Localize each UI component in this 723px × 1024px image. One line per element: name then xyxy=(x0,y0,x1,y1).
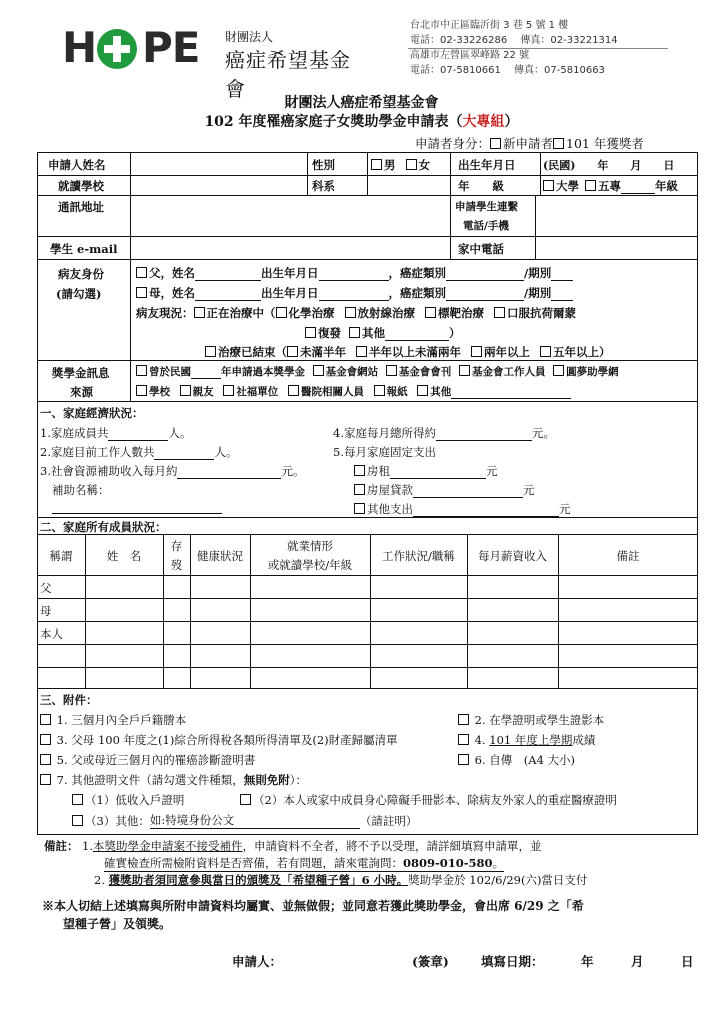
note-1-num: 1. xyxy=(82,839,93,853)
friends-checkbox[interactable] xyxy=(180,385,191,396)
attach-5 xyxy=(40,752,255,768)
logo xyxy=(62,23,362,101)
new-applicant-label: 新申請者 xyxy=(503,136,554,151)
col-employment-1: 就業情形 xyxy=(287,539,333,553)
info-row-1 xyxy=(136,364,619,379)
col-job: 工作狀況/職稱 xyxy=(382,549,455,563)
workers-label: 2.家庭目前工作人數共 xyxy=(40,445,155,459)
declaration-1: ※本人切結上述填寫與所附申請資料均屬實、並無做假；並同意若獲此獎助學金，會出席 6/29 之「希 xyxy=(42,899,584,913)
school-src-checkbox[interactable] xyxy=(136,385,147,396)
gt-two-label: 兩年以上 xyxy=(484,345,531,359)
note-1-cont: 確實檢查所需檢附資料是否齊備，若有問題，請來電詢問：0809-010-580。 xyxy=(104,856,505,870)
attach-2-label: 2. 在學證明或學生證影本 xyxy=(474,713,605,727)
dream-site-label: 圓夢助學網 xyxy=(566,366,619,378)
econ-line-1b xyxy=(333,425,555,441)
rent-unit: 元 xyxy=(486,464,498,478)
mother-birth-label: 出生年月日 xyxy=(261,286,319,300)
members-count-label: 1.家庭成員共 xyxy=(40,426,109,440)
attach-1-label: 1. 三個月內全戶戶籍謄本 xyxy=(56,713,187,727)
date-label: 填寫日期： xyxy=(481,954,544,969)
five-up-label: 五年以上） xyxy=(553,345,611,359)
row-father: 父 xyxy=(40,581,52,595)
workers-unit: 人。 xyxy=(214,445,238,459)
row-mother: 母 xyxy=(40,604,52,618)
attach-7 xyxy=(40,772,307,788)
social-label: 社福單位 xyxy=(236,386,279,398)
attach-7-1-checkbox[interactable] xyxy=(72,794,83,805)
target-checkbox[interactable] xyxy=(425,307,436,318)
oral-label: 口服抗荷爾蒙 xyxy=(507,306,577,320)
newspaper-checkbox[interactable] xyxy=(374,385,385,396)
taipei-phone: 電話：02-33226286 傳真：02-33221314 xyxy=(410,35,618,46)
patient-label-1: 病友身份 xyxy=(58,267,104,281)
radio-checkbox[interactable] xyxy=(345,307,356,318)
address-label: 通訊地址 xyxy=(58,200,104,214)
website-checkbox[interactable] xyxy=(313,365,324,376)
note-2 xyxy=(94,872,587,888)
title-prefix: 102 年度罹癌家庭子女獎助學金申請表（ xyxy=(204,114,463,130)
col-title: 稱謂 xyxy=(49,549,73,563)
logo-pe: PE xyxy=(142,23,200,72)
dept-label: 科系 xyxy=(312,179,335,193)
in-treatment-label: 正在治療中（ xyxy=(206,306,276,320)
other-exp-checkbox[interactable] xyxy=(354,503,365,514)
declaration-2: 望種子營」及領獎。 xyxy=(63,917,172,931)
relapse-row xyxy=(305,325,461,341)
taipei-address: 台北市中正區臨沂街 3 巷 5 號 1 樓 xyxy=(410,20,569,31)
finished-checkbox[interactable] xyxy=(205,346,216,357)
rent-label: 房租 xyxy=(367,464,390,478)
mortgage-label: 房屋貸款 xyxy=(367,483,413,497)
attach-4-term: 101 年度上學期 xyxy=(489,733,573,747)
hospital-label: 醫院相關人員 xyxy=(300,386,364,398)
father-stage-label: /期別 xyxy=(524,266,552,280)
row-self: 本人 xyxy=(40,627,63,641)
radio-label: 放射線治療 xyxy=(357,306,416,320)
newspaper-label: 報紙 xyxy=(386,386,408,398)
mother-checkbox[interactable] xyxy=(136,287,147,298)
gender-options xyxy=(371,157,430,173)
staff-label: 基金會工作人員 xyxy=(471,366,546,378)
oral-checkbox[interactable] xyxy=(494,307,505,318)
stamp-label: (簽章) xyxy=(412,954,449,969)
five-up-checkbox[interactable] xyxy=(540,346,551,357)
note-2-num: 2. xyxy=(94,873,105,887)
mortgage-checkbox[interactable] xyxy=(354,484,365,495)
grade-suffix: 年級 xyxy=(655,179,679,193)
other-status-checkbox[interactable] xyxy=(349,327,360,338)
father-checkbox[interactable] xyxy=(136,267,147,278)
col-salary: 每月薪資收入 xyxy=(478,549,547,563)
title-line2 xyxy=(0,111,723,131)
note-label: 備註： xyxy=(44,839,79,853)
attach-4 xyxy=(458,732,595,748)
note-1 xyxy=(82,838,541,854)
mother-row xyxy=(136,285,573,301)
social-checkbox[interactable] xyxy=(223,385,234,396)
attach-5-label: 5. 父或母近三個月內的罹癌診斷證明書 xyxy=(56,753,256,767)
contact-label-1: 申請學生連繫 xyxy=(455,201,518,213)
prev-winner-label: 101 年獲獎者 xyxy=(566,136,644,151)
mother-cancer-label: ，癌症類別 xyxy=(388,286,446,300)
attach-7-1-label: （1）低收入戶證明 xyxy=(85,793,185,807)
col-health: 健康狀況 xyxy=(197,549,243,563)
status-label: 申請者身分： xyxy=(415,136,491,151)
prev-applied-label: 曾於民國 xyxy=(149,366,191,378)
econ-line-2a xyxy=(40,444,237,460)
chemo-checkbox[interactable] xyxy=(276,307,287,318)
kaohsiung-address: 高雄市左營區翠峰路 22 號 xyxy=(410,50,530,61)
income-label: 4.家庭每月總所得約 xyxy=(333,426,436,440)
econ-line-2b: 5.每月家庭固定支出 xyxy=(333,445,436,459)
attach-3 xyxy=(40,732,398,748)
gt-two-checkbox[interactable] xyxy=(471,346,482,357)
friends-label: 親友 xyxy=(192,386,214,398)
half-two-checkbox[interactable] xyxy=(356,346,367,357)
father-row xyxy=(136,265,573,281)
attach-1 xyxy=(40,712,186,728)
subsidy-income-unit: 元。 xyxy=(281,464,305,478)
attach-7-optional: 無則免附 xyxy=(243,773,290,787)
col-living-1: 存 xyxy=(170,539,183,553)
father-cancer-label: ，癌症類別 xyxy=(388,266,446,280)
col-notes: 備註 xyxy=(616,549,640,563)
note-1-phone: 0809-010-580 xyxy=(403,856,493,870)
logo-org-name: 癌症希望基金會 xyxy=(225,48,351,101)
attach-4-label: 成績 xyxy=(572,733,596,747)
income-unit: 元。 xyxy=(531,426,555,440)
econ-header: 一、家庭經濟狀況： xyxy=(40,406,144,420)
univ-checkbox[interactable] xyxy=(543,180,554,191)
in-treatment-checkbox[interactable] xyxy=(194,307,205,318)
attach-3-checkbox[interactable] xyxy=(40,734,51,745)
journal-checkbox[interactable] xyxy=(386,365,397,376)
journal-label: 基金會會刊 xyxy=(398,366,452,378)
col-name: 姓 名 xyxy=(106,549,142,563)
col-living-2: 歿 xyxy=(170,558,183,572)
attach-3-label: 3. 父母 100 年度之(1)綜合所得稅各類所得清單及(2)財產歸屬清單 xyxy=(56,733,398,747)
attach-2 xyxy=(458,712,604,728)
date-format: 年 月 日 xyxy=(581,954,694,969)
note-2-text: 獎助學金於 102/6/29(六)當日支付 xyxy=(408,873,588,887)
dream-site-checkbox[interactable] xyxy=(553,365,564,376)
mortgage-unit: 元 xyxy=(523,483,535,497)
relapse-checkbox[interactable] xyxy=(305,327,316,338)
patient-label-2: (請勾選) xyxy=(56,287,102,301)
prev-winner-checkbox[interactable] xyxy=(553,138,564,149)
info-row-2 xyxy=(136,384,571,399)
hospital-checkbox[interactable] xyxy=(288,385,299,396)
dob-format: (民國) 年 月 日 xyxy=(543,159,675,172)
relapse-close: ） xyxy=(449,326,461,340)
info-label-1: 獎學金訊息 xyxy=(52,366,110,380)
kaohsiung-phone: 電話：07-5810661 傳真：07-5810663 xyxy=(410,65,605,76)
father-label: 父，姓名 xyxy=(149,266,195,280)
attach-7-2-checkbox[interactable] xyxy=(240,794,251,805)
attach-7-1 xyxy=(72,792,184,808)
subsidy-name: 補助名稱： xyxy=(52,483,110,497)
new-applicant-checkbox[interactable] xyxy=(490,138,501,149)
relapse-label: 復發 xyxy=(318,326,341,340)
econ-line-1a xyxy=(40,425,191,441)
male-checkbox[interactable] xyxy=(371,159,382,170)
attach-6-checkbox[interactable] xyxy=(458,754,469,765)
female-checkbox[interactable] xyxy=(406,159,417,170)
dob-label: 出生年月日 xyxy=(458,158,516,172)
univ-label: 大學 xyxy=(556,179,579,193)
attach-7-close: ）： xyxy=(289,773,308,787)
female-label: 女 xyxy=(418,158,431,172)
note-2-emph: 獲獎助者須同意參與當日的頒獎及「希望種子營」6 小時。 xyxy=(108,873,409,887)
col-employment-2: 或就讀學校/年級 xyxy=(267,558,353,572)
econ-line-3a xyxy=(40,463,304,479)
mother-label: 母，姓名 xyxy=(149,286,195,300)
attach-6-label: 6. 自傳 (A4 大小) xyxy=(474,753,576,767)
attach-4-checkbox[interactable] xyxy=(458,734,469,745)
attach-6 xyxy=(458,752,575,768)
title-suffix: ） xyxy=(504,114,519,130)
title-line1: 財團法人癌症希望基金會 xyxy=(284,95,439,111)
grade-label: 年 級 xyxy=(458,179,504,193)
other-status-label: 其他 xyxy=(362,326,386,340)
applicant-status xyxy=(415,134,644,152)
members-header: 二、家庭所有成員狀況： xyxy=(40,520,167,534)
website-label: 基金會網站 xyxy=(325,366,379,378)
lt-half-checkbox[interactable] xyxy=(287,346,298,357)
attach-7-3 xyxy=(72,812,417,829)
status-now-label: 病友現況： xyxy=(136,306,194,320)
attach-1-checkbox[interactable] xyxy=(40,714,51,725)
logo-cross-icon xyxy=(95,27,139,71)
attach-4-num: 4. xyxy=(474,733,486,747)
finished-row xyxy=(205,344,611,360)
gender-label: 性別 xyxy=(312,158,335,172)
note-1-emph: 本獎助學金申請案不接受補件 xyxy=(92,839,243,853)
attach-7-checkbox[interactable] xyxy=(40,774,51,785)
attach-5-checkbox[interactable] xyxy=(40,754,51,765)
staff-checkbox[interactable] xyxy=(459,365,470,376)
prev-applied-checkbox[interactable] xyxy=(136,365,147,376)
rent-row xyxy=(354,463,498,479)
attach-7-2-label: （2）本人或家中成員身心障礙手冊影本、除病友外家人的重症醫療證明 xyxy=(253,793,617,807)
note-1-text: ，申請資料不全者，將不予以受理，請詳細填寫申請單，並 xyxy=(242,839,542,853)
name-label: 申請人姓名 xyxy=(48,158,106,172)
male-label: 男 xyxy=(384,158,396,172)
school-label: 就讀學校 xyxy=(58,179,104,193)
subsidy-income-label: 3.社會資源補助收入每月約 xyxy=(40,464,178,478)
school-src-label: 學校 xyxy=(149,386,170,398)
attach-7-2 xyxy=(240,792,617,808)
other-exp-label: 其他支出 xyxy=(367,502,413,516)
other-src-label: 其他 xyxy=(430,386,452,398)
target-label: 標靶治療 xyxy=(438,306,485,320)
logo-h: H xyxy=(62,23,97,72)
other-exp-row xyxy=(354,501,571,517)
five-year-checkbox[interactable] xyxy=(585,180,596,191)
email-label: 學生 e-mail xyxy=(50,242,118,256)
other-exp-unit: 元 xyxy=(559,502,571,516)
attach-7-label: 7. 其他證明文件（請勾選文件種類， xyxy=(56,773,244,787)
contact-label-2: 電話/手機 xyxy=(463,220,509,232)
other-src-checkbox[interactable] xyxy=(417,385,428,396)
half-two-label: 半年以上未滿兩年 xyxy=(369,345,462,359)
chemo-label: 化學治療 xyxy=(288,306,335,320)
info-label-2: 來源 xyxy=(70,385,93,399)
home-phone-label: 家中電話 xyxy=(458,242,504,256)
mortgage-row xyxy=(354,482,535,498)
attach-7-3-label: （3）其他： xyxy=(85,814,150,828)
mother-stage-label: /期別 xyxy=(524,286,552,300)
title-group: 大專組 xyxy=(462,114,505,130)
note-1-contact: 確實檢查所需檢附資料是否齊備，若有問題，請來電詢問： xyxy=(104,856,403,870)
attach-7-3-note: （請註明） xyxy=(359,814,418,828)
prev-applied-suffix: 年申請過本獎學金 xyxy=(221,366,305,378)
attach-7-3-example: 如:特境身份公文 xyxy=(150,812,360,829)
header-divider xyxy=(408,48,668,49)
five-year-label: 五專 xyxy=(598,179,622,193)
members-count-unit: 人。 xyxy=(168,426,192,440)
logo-org-small: 財團法人 xyxy=(225,30,274,44)
rent-checkbox[interactable] xyxy=(354,465,365,476)
lt-half-label: 未滿半年 xyxy=(300,345,346,359)
treatment-row xyxy=(136,305,576,321)
finished-label: 治療已結束（ xyxy=(218,345,287,359)
signature-label: 申請人： xyxy=(232,954,283,969)
school-type xyxy=(543,178,678,194)
father-birth-label: 出生年月日 xyxy=(261,266,319,280)
attach-header: 三、附件： xyxy=(40,693,98,707)
attach-7-3-checkbox[interactable] xyxy=(72,815,83,826)
attach-2-checkbox[interactable] xyxy=(458,714,469,725)
